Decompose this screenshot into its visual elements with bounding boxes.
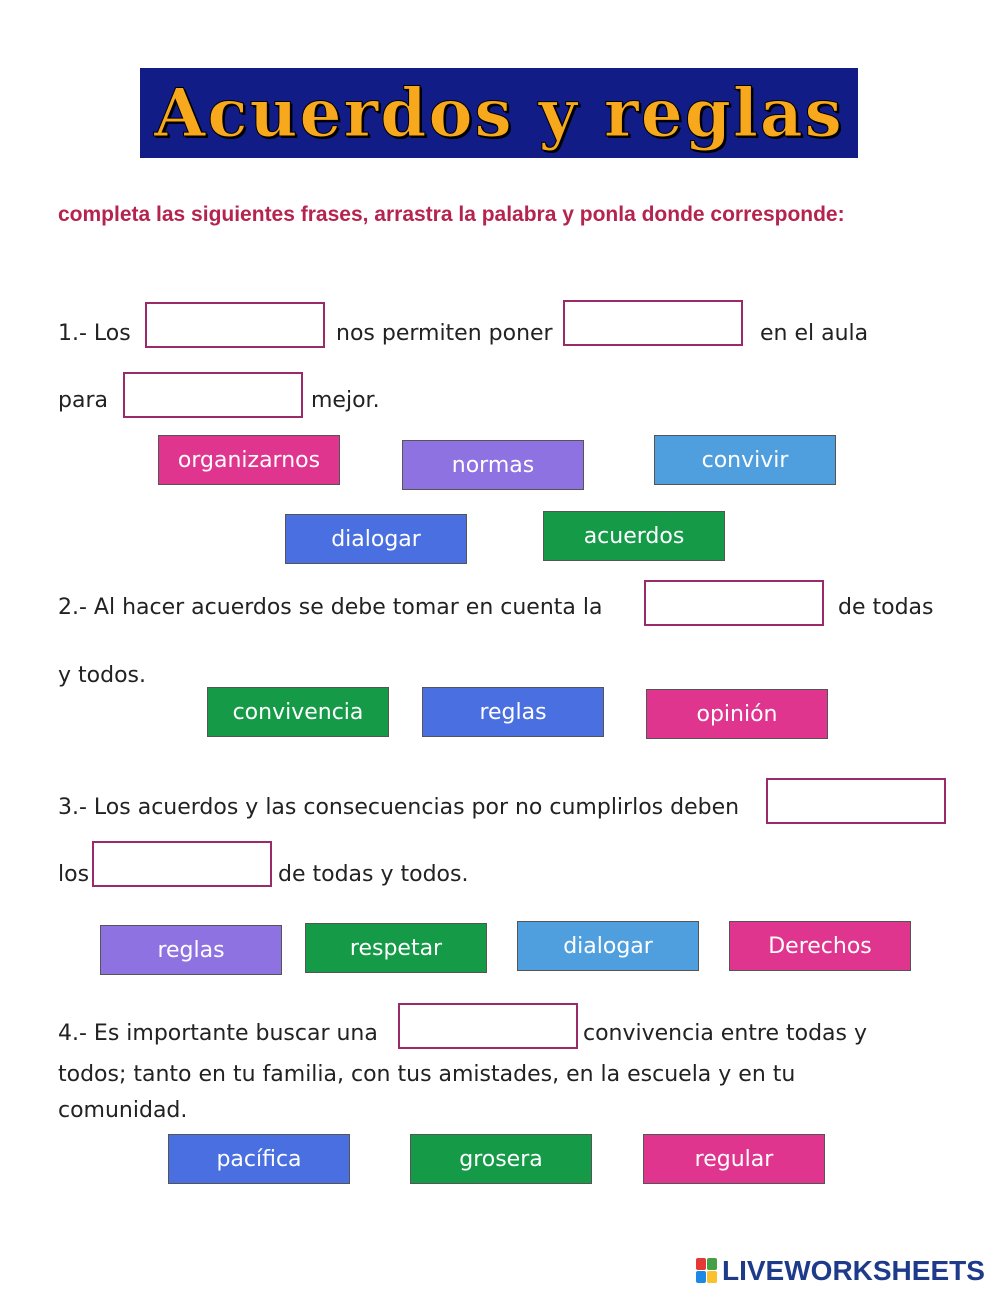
q1-text-3: en el aula [760,321,869,346]
q1-blank-2[interactable] [563,300,743,346]
q1-text-5: mejor. [311,388,380,413]
title-banner [140,68,858,158]
logo-badge-icon [696,1258,718,1284]
option-pacifica[interactable]: pacífica [168,1134,350,1184]
option-dialogar[interactable]: dialogar [285,514,467,564]
q3-blank-2[interactable] [92,841,272,887]
q3-text-3: de todas y todos. [278,862,469,887]
option-reglas[interactable]: reglas [422,687,604,737]
logo-text: LIVEWORKSHEETS [722,1255,985,1286]
option-normas[interactable]: normas [402,440,584,490]
option-grosera[interactable]: grosera [410,1134,592,1184]
liveworksheets-logo [696,1254,985,1288]
q3-text-1: 3.- Los acuerdos y las consecuencias por no cumplirlos deben [58,795,740,820]
option-acuerdos[interactable]: acuerdos [543,511,725,561]
option-opinion[interactable]: opinión [646,689,828,739]
q2-text-3: y todos. [58,663,146,688]
q1-text-4: para [58,388,108,413]
q2-text-1: 2.- Al hacer acuerdos se debe tomar en cuenta la [58,595,603,620]
option-convivencia[interactable]: convivencia [207,687,389,737]
option-regular[interactable]: regular [643,1134,825,1184]
option-respetar[interactable]: respetar [305,923,487,973]
option-organizarnos[interactable]: organizarnos [158,435,340,485]
q1-text-1: 1.- Los [58,321,131,346]
q2-text-2: de todas [838,595,934,620]
q4-text-2: convivencia entre todas y [583,1021,868,1046]
q1-blank-1[interactable] [145,302,325,348]
q4-blank-1[interactable] [398,1003,578,1049]
q3-blank-1[interactable] [766,778,946,824]
option-dialogar-2[interactable]: dialogar [517,921,699,971]
q1-blank-3[interactable] [123,372,303,418]
q4-text-1: 4.- Es importante buscar una [58,1021,378,1046]
option-derechos[interactable]: Derechos [729,921,911,971]
option-reglas-2[interactable]: reglas [100,925,282,975]
q1-text-2: nos permiten poner [336,321,553,346]
q4-text-3: todos; tanto en tu familia, con tus amistades, en la escuela y en tu comunidad. [58,1062,796,1123]
q3-text-2: los [58,862,90,887]
option-convivir[interactable]: convivir [654,435,836,485]
instruction-text: completa las siguientes frases, arrastra la palabra y ponla donde corresponde: [58,203,845,226]
page-title: Acuerdos y reglas [154,74,844,152]
q2-blank-1[interactable] [644,580,824,626]
